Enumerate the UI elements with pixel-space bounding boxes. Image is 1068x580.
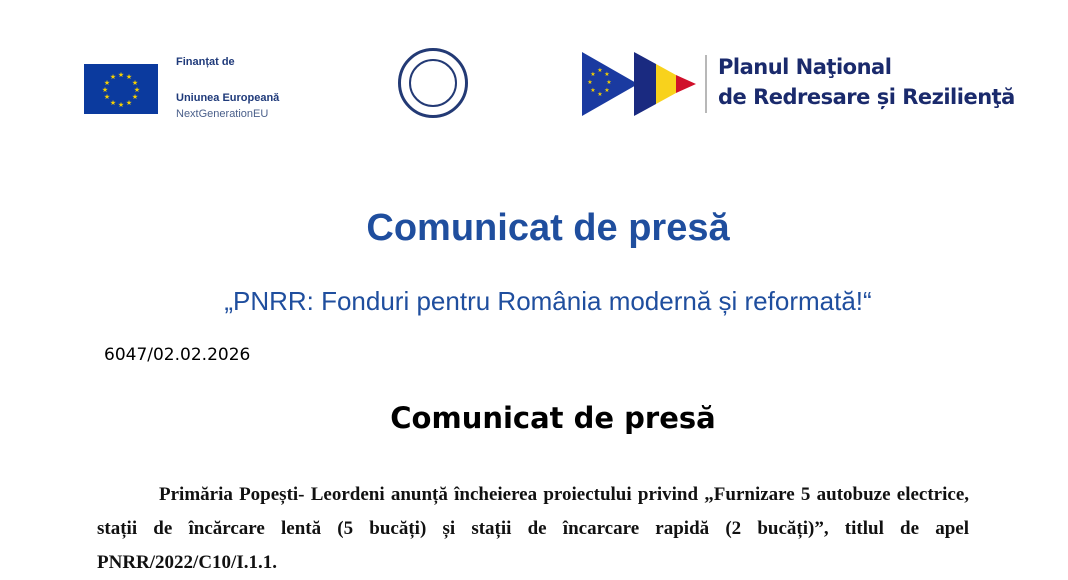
svg-text:★: ★ <box>117 72 125 79</box>
document-subtitle: „PNRR: Fonduri pentru România modernă și reformată!“ <box>224 286 872 316</box>
logo-divider <box>705 55 707 113</box>
eu-flag-logo <box>84 64 158 114</box>
pnrr-title <box>718 52 1015 112</box>
pnrr-title-line2: de Redresare și Rezilienţă <box>718 85 1015 109</box>
svg-text:★: ★ <box>597 68 603 74</box>
funded-by-label: Finanțat de <box>176 56 235 68</box>
svg-text:★: ★ <box>606 80 612 86</box>
svg-text:★: ★ <box>590 72 596 78</box>
eu-stars-icon <box>84 64 158 114</box>
svg-text:★: ★ <box>101 87 109 94</box>
body-paragraph: Primăria Popești- Leordeni anunță încheierea proiectului privind „Furnizare 5 autobuze electrice, stații de încărcare lentă (5 bucăți) și stații de încarcare rapidă (2 bucăți)”, titlul de apel PNRR/2022/C10/I.1.1. <box>97 484 969 573</box>
svg-text:★: ★ <box>131 80 139 87</box>
svg-text:★: ★ <box>590 88 596 94</box>
svg-text:★: ★ <box>597 92 603 98</box>
document-title: Comunicat de presă <box>366 207 730 249</box>
pnrr-arrows-logo <box>580 52 700 123</box>
svg-text:★: ★ <box>109 74 117 81</box>
svg-text:★: ★ <box>587 80 593 86</box>
svg-text:★: ★ <box>117 102 125 109</box>
svg-text:★: ★ <box>131 94 139 101</box>
nextgen-label: NextGenerationEU <box>176 108 269 120</box>
eu-label: Uniunea Europeană <box>176 92 280 104</box>
svg-text:★: ★ <box>133 87 141 94</box>
registration-number: 6047/02.02.2026 <box>104 345 251 365</box>
svg-text:★: ★ <box>109 100 117 107</box>
government-seal-logo <box>398 48 468 118</box>
svg-text:★: ★ <box>604 72 610 78</box>
svg-text:★: ★ <box>604 88 610 94</box>
svg-text:★: ★ <box>125 100 133 107</box>
svg-text:★: ★ <box>103 80 111 87</box>
section-heading: Comunicat de presă <box>390 401 716 435</box>
svg-text:★: ★ <box>125 74 133 81</box>
pnrr-title-line1: Planul Naţional <box>718 55 892 79</box>
svg-text:★: ★ <box>103 94 111 101</box>
